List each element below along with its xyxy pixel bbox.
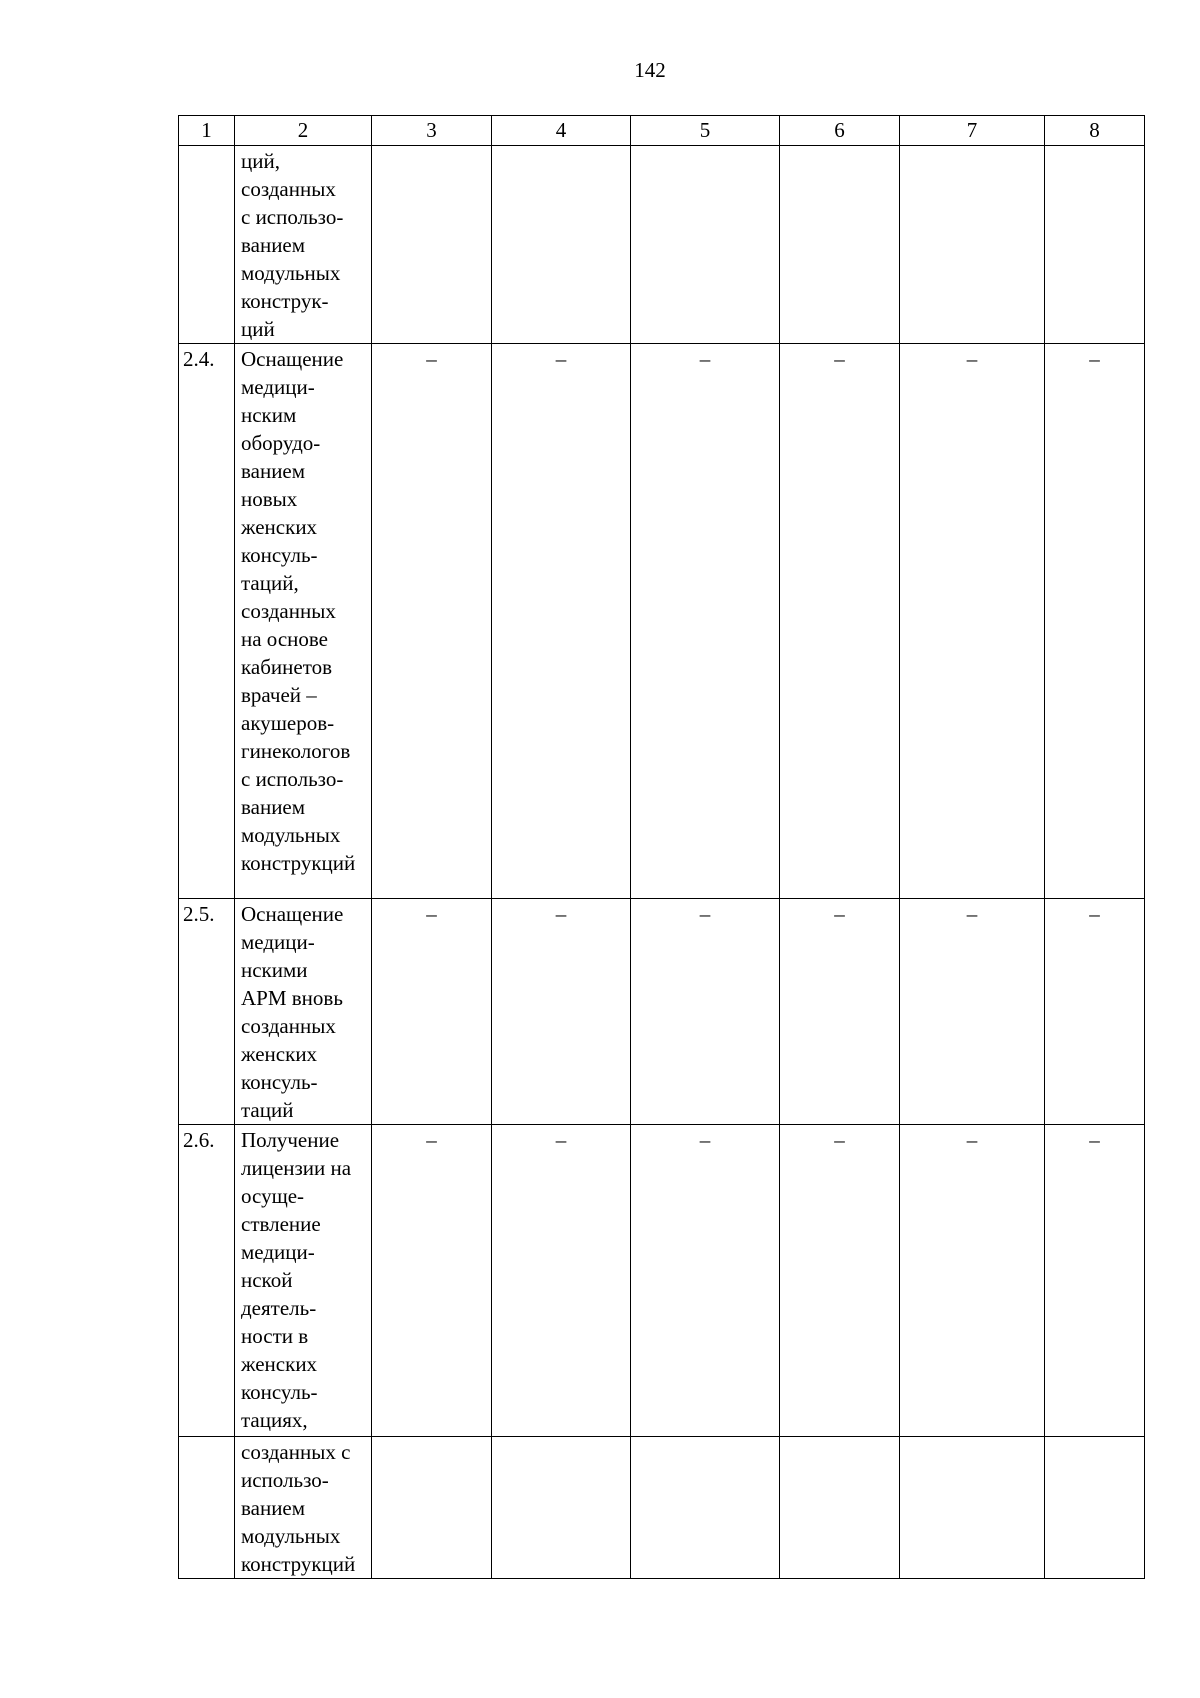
row-number: 2.4. xyxy=(179,344,235,899)
table-cell: – xyxy=(1045,899,1145,1125)
table-cell: – xyxy=(631,1125,780,1437)
table-cell: – xyxy=(1045,344,1145,899)
table-cell xyxy=(492,146,631,344)
row-name: Получение лицензии на осуще- ствление медици- нской деятель- ности в женских консуль- тациях, xyxy=(235,1125,372,1437)
column-header: 7 xyxy=(900,116,1045,146)
table-row xyxy=(179,146,1145,344)
table-cell: – xyxy=(492,899,631,1125)
table-cell xyxy=(900,1437,1045,1579)
table-cell xyxy=(780,1437,900,1579)
row-name: Оснащение медици- нскими АРМ вновь созданных женских консуль- таций xyxy=(235,899,372,1125)
table-cell: – xyxy=(900,344,1045,899)
column-header: 6 xyxy=(780,116,900,146)
table-header-row xyxy=(179,116,1145,146)
row-number xyxy=(179,146,235,344)
table-row xyxy=(179,344,1145,899)
table-row xyxy=(179,899,1145,1125)
column-header: 5 xyxy=(631,116,780,146)
column-header: 8 xyxy=(1045,116,1145,146)
table-cell: – xyxy=(492,344,631,899)
column-header: 3 xyxy=(372,116,492,146)
row-number xyxy=(179,1437,235,1579)
table-cell xyxy=(631,146,780,344)
table-cell: – xyxy=(780,899,900,1125)
table-cell xyxy=(372,1437,492,1579)
row-name: ций, созданных с использо- ванием модульных конструк- ций xyxy=(235,146,372,344)
table-cell: – xyxy=(492,1125,631,1437)
row-name: Оснащение медици- нским оборудо- ванием новых женских консуль- таций, созданных на основе кабинетов врачей – акушеров- гинекологов с использо- ванием модульных конструкций xyxy=(235,344,372,899)
table-cell: – xyxy=(372,1125,492,1437)
table-cell: – xyxy=(900,1125,1045,1437)
row-number: 2.6. xyxy=(179,1125,235,1437)
table-cell: – xyxy=(900,899,1045,1125)
table-row xyxy=(179,1125,1145,1437)
data-table xyxy=(178,115,1145,1579)
table-cell: – xyxy=(780,344,900,899)
table-cell: – xyxy=(780,1125,900,1437)
table-cell xyxy=(1045,1437,1145,1579)
column-header: 1 xyxy=(179,116,235,146)
table-cell: – xyxy=(631,899,780,1125)
table-cell: – xyxy=(1045,1125,1145,1437)
table-cell xyxy=(1045,146,1145,344)
table-cell xyxy=(372,146,492,344)
row-name: созданных с использо- ванием модульных конструкций xyxy=(235,1437,372,1579)
table-cell xyxy=(631,1437,780,1579)
table-cell xyxy=(780,146,900,344)
table-cell: – xyxy=(372,899,492,1125)
table-row xyxy=(179,1437,1145,1579)
column-header: 2 xyxy=(235,116,372,146)
table-cell: – xyxy=(372,344,492,899)
column-header: 4 xyxy=(492,116,631,146)
page-number: 142 xyxy=(634,58,666,82)
table-cell xyxy=(900,146,1045,344)
row-number: 2.5. xyxy=(179,899,235,1125)
table-cell xyxy=(492,1437,631,1579)
table-cell: – xyxy=(631,344,780,899)
